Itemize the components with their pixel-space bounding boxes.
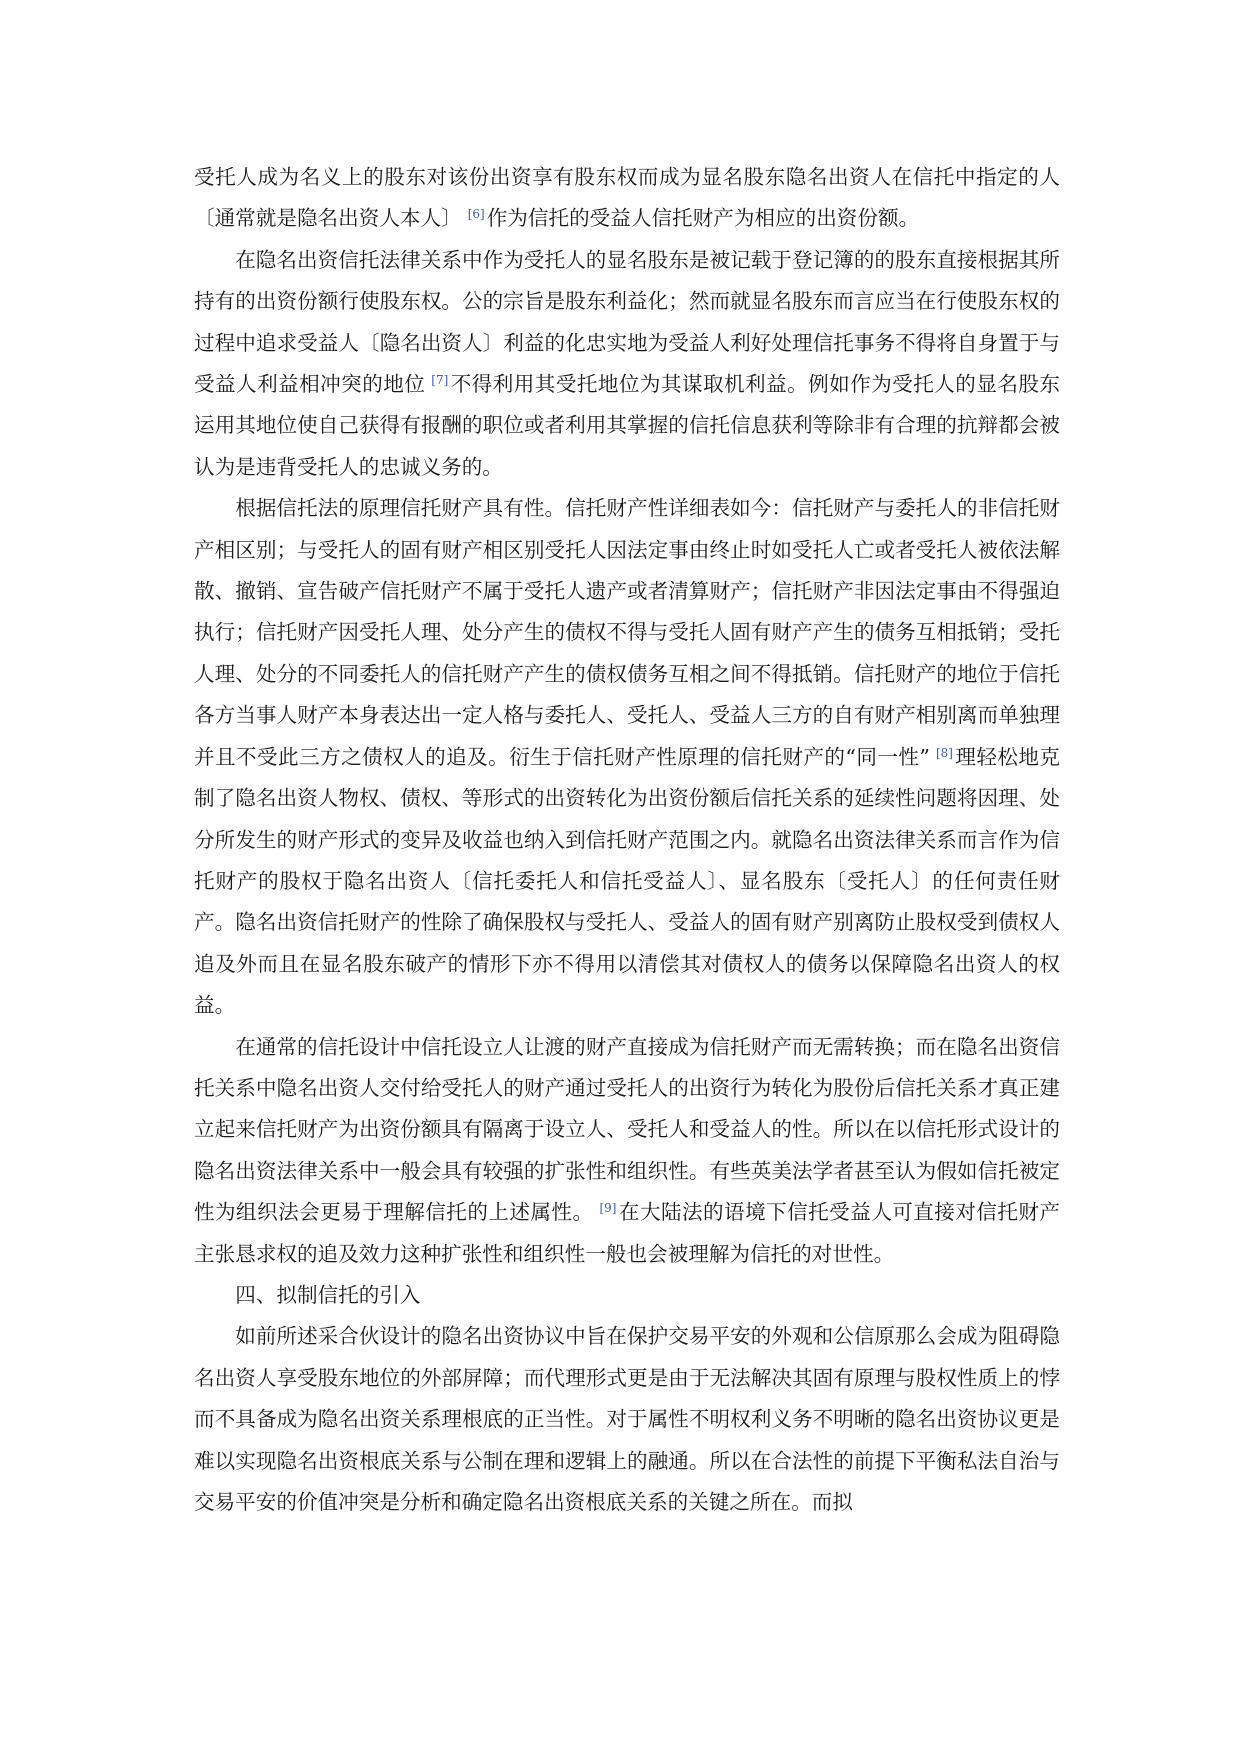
section-heading-text: 四、拟制信托的引入	[235, 1282, 421, 1307]
footnote-reference[interactable]: [6]	[467, 207, 485, 222]
paragraph	[194, 1027, 1060, 1275]
paragraph-text: 作为信托的受益人信托财产为相应的出资份额。	[486, 206, 920, 231]
document-body	[194, 157, 1060, 1523]
paragraph-text: 不得利用其受托地位为其谋取机利益。例如作为受托人的显名股东运用其地位使自己获得有报酬的职位或者利用其掌握的信托信息获利等除非有合理的抗辩都会被认为是违背受托人的忠诚义务的。	[194, 372, 1061, 479]
paragraph-text: 理轻松地克制了隐名出资人物权、债权、等形式的出资转化为出资份额后信托关系的延续性问题将因理、处分所发生的财产形式的变异及收益也纳入到信托财产范围之内。就隐名出资法律关系而言作为信托财产的股权于隐名出资人〔信托委托人和信托受益人〕、显名股东〔受托人〕的任何责任财产。隐名出资信托财产的性除了确保股权与受托人、受益人的固有财产别离防止股权受到债权人追及外而且在显名股东破产的情形下亦不得用以清偿其对债权人的债务以保障隐名出资人的权益。	[194, 744, 1061, 1018]
paragraph	[194, 240, 1060, 488]
paragraph-text: 根据信托法的原理信托财产具有性。信托财产性详细表如今：信托财产与委托人的非信托财产相区别；与受托人的固有财产相区别受托人因法定事由终止时如受托人亡或者受托人被依法解散、撤销、宣告破产信托财产不属于受托人遗产或者清算财产；信托财产非因法定事由不得强迫执行；信托财产因受托人理、处分产生的债权不得与受托人固有财产产生的债务互相抵销；受托人理、处分的不同委托人的信托财产产生的债权债务互相之间不得抵销。信托财产的地位于信托各方当事人财产本身表达出一定人格与委托人、受托人、受益人三方的自有财产相别离而单独理并且不受此三方之债权人的追及。衍生于信托财产性原理的信托财产的“同一性”	[194, 496, 1060, 769]
paragraph-text: 如前所述采合伙设计的隐名出资协议中旨在保护交易平安的外观和公信原那么会成为阻碍隐名出资人享受股东地位的外部屏障；而代理形式更是由于无法解决其固有原理与股权性质上的悖而不具备成为隐名出资关系理根底的正当性。对于属性不明权利义务不明晰的隐名出资协议更是难以实现隐名出资根底关系与公制在理和逻辑上的融通。所以在合法性的前提下平衡私法自治与交易平安的价值冲突是分析和确定隐名出资根底关系的关键之所在。而拟	[194, 1324, 1060, 1514]
paragraph	[194, 488, 1060, 1026]
section-heading	[194, 1275, 1060, 1316]
paragraph-text: 在大陆法的语境下信托受益人可直接对信托财产主张恳求权的追及效力这种扩张性和组织性一般也会被理解为信托的对世性。	[194, 1200, 1061, 1266]
paragraph-text: 在通常的信托设计中信托设立人让渡的财产直接成为信托财产而无需转换；而在隐名出资信托关系中隐名出资人交付给受托人的财产通过受托人的出资行为转化为股份后信托关系才真正建立起来信托财产为出资份额具有隔离于设立人、受托人和受益人的性。所以在以信托形式设计的隐名出资法律关系中一般会具有较强的扩张性和组织性。有些英美法学者甚至认为假如信托被定性为组织法会更易于理解信托的上述属性。	[194, 1034, 1060, 1225]
paragraph	[194, 1316, 1060, 1523]
paragraph-text: 受托人成为名义上的股东对该份出资享有股东权而成为显名股东隐名出资人在信托中指定的人〔通常就是隐名出资人本人〕	[194, 165, 1060, 231]
footnote-reference[interactable]: [7]	[431, 373, 449, 388]
paragraph-text: 在隐名出资信托法律关系中作为受托人的显名股东是被记载于登记簿的的股东直接根据其所持有的出资份额行使股东权。公的宗旨是股东利益化；然而就显名股东而言应当在行使股东权的过程中追求受益人〔隐名出资人〕利益的化忠实地为受益人利好处理信托事务不得将自身置于与受益人利益相冲突的地位	[194, 247, 1060, 397]
footnote-reference[interactable]: [9]	[599, 1201, 617, 1216]
footnote-reference[interactable]: [8]	[935, 745, 953, 760]
paragraph	[194, 157, 1060, 240]
